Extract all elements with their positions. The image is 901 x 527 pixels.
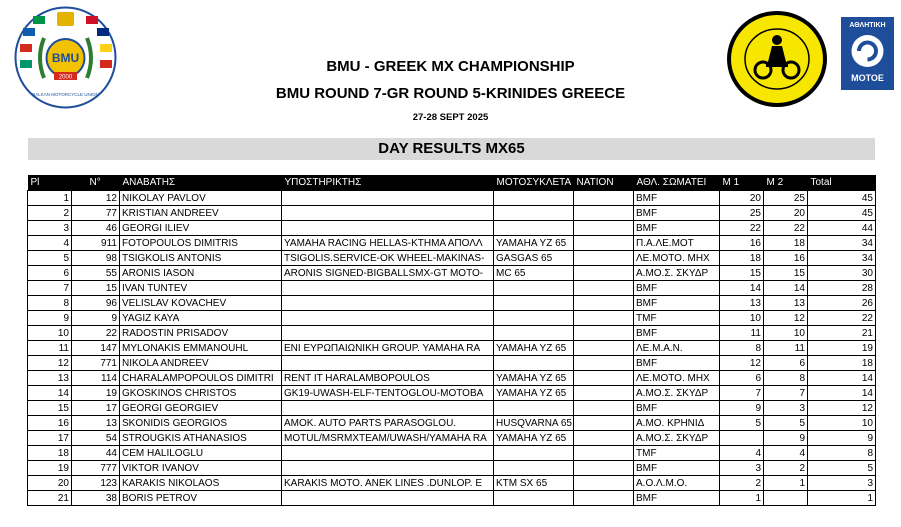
number-cell: 98 (72, 251, 120, 266)
total-points-cell: 34 (808, 236, 876, 251)
col-header-total: Total (808, 175, 876, 191)
club-cell: BMF (634, 296, 720, 311)
motorcycle-cell (494, 296, 574, 311)
total-points-cell: 45 (808, 206, 876, 221)
table-row (28, 326, 876, 341)
moto2-points-cell: 7 (764, 386, 808, 401)
rider-cell: STROUGKIS ATHANASIOS (120, 431, 282, 446)
sponsor-cell (282, 461, 494, 476)
motorcycle-cell: YAMAHA YZ 65 (494, 341, 574, 356)
moto1-points-cell: 25 (720, 206, 764, 221)
nation-cell (574, 281, 634, 296)
sponsor-cell (282, 206, 494, 221)
nation-cell (574, 431, 634, 446)
place-cell: 10 (28, 326, 72, 341)
rider-cell: GEORGI GEORGIEV (120, 401, 282, 416)
place-cell: 11 (28, 341, 72, 356)
table-row (28, 401, 876, 416)
number-cell: 771 (72, 356, 120, 371)
club-cell: Α.ΜΟ.Σ. ΣΚΥΔΡ (634, 386, 720, 401)
nation-cell (574, 491, 634, 506)
sponsor-cell (282, 311, 494, 326)
col-header-motorcycle: ΜΟΤΟΣΥΚΛΕΤΑ (494, 175, 574, 191)
table-row (28, 236, 876, 251)
rider-cell: BORIS PETROV (120, 491, 282, 506)
sponsor-cell: KARAKIS MOTO. ANEK LINES .DUNLOP. E (282, 476, 494, 491)
total-points-cell: 12 (808, 401, 876, 416)
sponsor-cell: AMOK. AUTO PARTS PARASOGLOU. (282, 416, 494, 431)
rider-cell: GKOSKINOS CHRISTOS (120, 386, 282, 401)
number-cell: 19 (72, 386, 120, 401)
place-cell: 5 (28, 251, 72, 266)
table-row (28, 356, 876, 371)
sponsor-cell (282, 491, 494, 506)
motoe-logo-top-text: ΑΘΛΗΤΙΚΗ (849, 22, 886, 29)
moto2-points-cell: 6 (764, 356, 808, 371)
number-cell: 54 (72, 431, 120, 446)
nation-cell (574, 311, 634, 326)
sponsor-cell (282, 281, 494, 296)
moto1-points-cell: 7 (720, 386, 764, 401)
table-row (28, 251, 876, 266)
motorcycle-cell (494, 491, 574, 506)
table-row (28, 311, 876, 326)
table-row (28, 281, 876, 296)
nation-cell (574, 191, 634, 206)
number-cell: 55 (72, 266, 120, 281)
club-cell: BMF (634, 491, 720, 506)
motorcycle-cell (494, 401, 574, 416)
moto2-points-cell (764, 491, 808, 506)
col-header-nation: NATION (574, 175, 634, 191)
sponsor-cell: GK19-UWASH-ELF-TENTOGLOU-MOTOBA (282, 386, 494, 401)
page-subtitle-round: BMU ROUND 7-GR ROUND 5-KRINIDES GREECE (275, 85, 626, 102)
moto2-points-cell: 1 (764, 476, 808, 491)
club-cell: Α.Ο.Λ.Μ.Ο. (634, 476, 720, 491)
place-cell: 17 (28, 431, 72, 446)
place-cell: 18 (28, 446, 72, 461)
total-points-cell: 14 (808, 386, 876, 401)
total-points-cell: 30 (808, 266, 876, 281)
table-row (28, 191, 876, 206)
moto2-points-cell: 11 (764, 341, 808, 356)
col-header-moto2: M 2 (764, 175, 808, 191)
number-cell: 22 (72, 326, 120, 341)
motorcycle-cell: MC 65 (494, 266, 574, 281)
number-cell: 114 (72, 371, 120, 386)
table-row (28, 491, 876, 506)
rider-cell: KARAKIS NIKOLAOS (120, 476, 282, 491)
table-row (28, 266, 876, 281)
rider-cell: SKONIDIS GEORGIOS (120, 416, 282, 431)
rider-cell: NIKOLA ANDREEV (120, 356, 282, 371)
nation-cell (574, 206, 634, 221)
moto2-points-cell: 14 (764, 281, 808, 296)
club-cell: ΛΕ.ΜΟΤΟ. ΜΗΧ (634, 371, 720, 386)
results-table (27, 175, 876, 506)
moto2-points-cell: 13 (764, 296, 808, 311)
rider-cell: NIKOLAY PAVLOV (120, 191, 282, 206)
sponsor-cell (282, 296, 494, 311)
place-cell: 15 (28, 401, 72, 416)
motorcycle-cell (494, 281, 574, 296)
number-cell: 17 (72, 401, 120, 416)
nation-cell (574, 326, 634, 341)
club-cell: BMF (634, 356, 720, 371)
club-cell: Α.ΜΟ.Σ. ΣΚΥΔΡ (634, 266, 720, 281)
moto2-points-cell: 25 (764, 191, 808, 206)
moto2-points-cell: 18 (764, 236, 808, 251)
moto1-points-cell: 15 (720, 266, 764, 281)
moto2-points-cell: 15 (764, 266, 808, 281)
nation-cell (574, 356, 634, 371)
total-points-cell: 26 (808, 296, 876, 311)
table-row (28, 476, 876, 491)
place-cell: 12 (28, 356, 72, 371)
table-row (28, 341, 876, 356)
moto1-points-cell: 13 (720, 296, 764, 311)
motorcycle-cell (494, 326, 574, 341)
nation-cell (574, 416, 634, 431)
logo-text-bmu: BMU (51, 51, 80, 65)
place-cell: 14 (28, 386, 72, 401)
rider-cell: ARONIS IASON (120, 266, 282, 281)
total-points-cell: 44 (808, 221, 876, 236)
nation-cell (574, 476, 634, 491)
place-cell: 20 (28, 476, 72, 491)
motorcycle-cell (494, 191, 574, 206)
nation-cell (574, 266, 634, 281)
number-cell: 46 (72, 221, 120, 236)
nation-cell (574, 461, 634, 476)
nation-cell (574, 221, 634, 236)
moto1-points-cell: 16 (720, 236, 764, 251)
motoe-logo-bottom-text: ΜΟΤΟΕ (851, 73, 884, 83)
col-header-number: N° (72, 175, 120, 191)
nation-cell (574, 386, 634, 401)
table-row (28, 431, 876, 446)
table-row (28, 446, 876, 461)
club-cell: BMF (634, 191, 720, 206)
total-points-cell: 8 (808, 446, 876, 461)
club-cell: BMF (634, 326, 720, 341)
rider-cell: FOTOPOULOS DIMITRIS (120, 236, 282, 251)
moto1-points-cell: 6 (720, 371, 764, 386)
nation-cell (574, 296, 634, 311)
logo-text-union: BALKAN MOTORCYCLE UNION (32, 92, 99, 97)
rider-cell: VELISLAV KOVACHEV (120, 296, 282, 311)
rider-cell: IVAN TUNTEV (120, 281, 282, 296)
club-cell: TMF (634, 446, 720, 461)
total-points-cell: 19 (808, 341, 876, 356)
moto1-points-cell (720, 431, 764, 446)
number-cell: 44 (72, 446, 120, 461)
number-cell: 147 (72, 341, 120, 356)
club-cell: BMF (634, 461, 720, 476)
motorcycle-cell: YAMAHA YZ 65 (494, 431, 574, 446)
moto2-points-cell: 5 (764, 416, 808, 431)
total-points-cell: 28 (808, 281, 876, 296)
motorcycle-cell (494, 206, 574, 221)
number-cell: 38 (72, 491, 120, 506)
total-points-cell: 34 (808, 251, 876, 266)
number-cell: 12 (72, 191, 120, 206)
club-cell: BMF (634, 221, 720, 236)
place-cell: 6 (28, 266, 72, 281)
col-header-sponsor: ΥΠΟΣΤΗΡΙΚΤΗΣ (282, 175, 494, 191)
total-points-cell: 1 (808, 491, 876, 506)
number-cell: 123 (72, 476, 120, 491)
moto1-points-cell: 20 (720, 191, 764, 206)
rider-cell: YAGIZ KAYA (120, 311, 282, 326)
nation-cell (574, 446, 634, 461)
sponsor-cell: ΕΝΙ ΕΥΡΩΠΑΙΩΝΙΚΗ GROUP. YAMAHA RA (282, 341, 494, 356)
sponsor-cell (282, 446, 494, 461)
nation-cell (574, 236, 634, 251)
place-cell: 3 (28, 221, 72, 236)
col-header-moto1: M 1 (720, 175, 764, 191)
club-cell: BMF (634, 206, 720, 221)
event-dates: 27-28 SEPT 2025 (412, 112, 489, 123)
moto2-points-cell: 4 (764, 446, 808, 461)
motorcycle-cell: HUSQVARNA 65 (494, 416, 574, 431)
sponsor-cell (282, 191, 494, 206)
motoe-logo (841, 17, 894, 90)
moto1-points-cell: 5 (720, 416, 764, 431)
table-row (28, 206, 876, 221)
moto2-points-cell: 9 (764, 431, 808, 446)
moto1-points-cell: 14 (720, 281, 764, 296)
moto2-points-cell: 3 (764, 401, 808, 416)
total-points-cell: 9 (808, 431, 876, 446)
table-header-row (28, 175, 876, 191)
rider-cell: VIKTOR IVANOV (120, 461, 282, 476)
sponsor-cell: ARONIS SIGNED-BIGBALLSMX-GT MOTO- (282, 266, 494, 281)
moto1-points-cell: 9 (720, 401, 764, 416)
moto2-points-cell: 16 (764, 251, 808, 266)
total-points-cell: 14 (808, 371, 876, 386)
total-points-cell: 22 (808, 311, 876, 326)
number-cell: 777 (72, 461, 120, 476)
table-row (28, 416, 876, 431)
trophy-icon (57, 12, 74, 26)
moto2-points-cell: 8 (764, 371, 808, 386)
club-cell: ΛΕ.ΜΟΤΟ. ΜΗΧ (634, 251, 720, 266)
number-cell: 911 (72, 236, 120, 251)
table-row (28, 296, 876, 311)
club-cell: Π.Α.ΛΕ.ΜΟΤ (634, 236, 720, 251)
place-cell: 19 (28, 461, 72, 476)
sponsor-cell: TSIGOLIS.SERVICE-OK WHEEL-MAKINAS- (282, 251, 494, 266)
results-heading: DAY RESULTS MX65 (28, 138, 875, 160)
moto1-points-cell: 2 (720, 476, 764, 491)
sponsor-cell: MOTUL/MSRMXTEAM/UWASH/YAMAHA RA (282, 431, 494, 446)
club-cell: ΛΕ.Μ.Α.Ν. (634, 341, 720, 356)
motorcycle-cell (494, 446, 574, 461)
moto1-points-cell: 1 (720, 491, 764, 506)
number-cell: 77 (72, 206, 120, 221)
col-header-place: Pl (28, 175, 72, 191)
place-cell: 21 (28, 491, 72, 506)
moto1-points-cell: 3 (720, 461, 764, 476)
total-points-cell: 3 (808, 476, 876, 491)
place-cell: 9 (28, 311, 72, 326)
number-cell: 13 (72, 416, 120, 431)
nation-cell (574, 341, 634, 356)
motorcycle-cell (494, 356, 574, 371)
sponsor-cell: RENT IT HARALAMBOPOULOS (282, 371, 494, 386)
place-cell: 2 (28, 206, 72, 221)
sponsor-cell (282, 326, 494, 341)
club-cell: Α.ΜΟ. ΚΡΗΝΙΔ (634, 416, 720, 431)
sponsor-cell (282, 356, 494, 371)
moto1-points-cell: 18 (720, 251, 764, 266)
motorcycle-cell: KTM SX 65 (494, 476, 574, 491)
moto2-points-cell: 2 (764, 461, 808, 476)
nation-cell (574, 371, 634, 386)
total-points-cell: 10 (808, 416, 876, 431)
moto2-points-cell: 12 (764, 311, 808, 326)
rider-cell: TSIGKOLIS ANTONIS (120, 251, 282, 266)
nation-cell (574, 401, 634, 416)
moto1-points-cell: 22 (720, 221, 764, 236)
rider-cell: MYLONAKIS EMMANOUHL (120, 341, 282, 356)
number-cell: 96 (72, 296, 120, 311)
rider-cell: CHARALAMPOPOULOS DIMITRI (120, 371, 282, 386)
total-points-cell: 18 (808, 356, 876, 371)
moto1-points-cell: 4 (720, 446, 764, 461)
moto1-points-cell: 12 (720, 356, 764, 371)
moto2-points-cell: 10 (764, 326, 808, 341)
nation-cell (574, 251, 634, 266)
moto2-points-cell: 22 (764, 221, 808, 236)
col-header-club: ΑΘΛ. ΣΩΜΑΤΕΙ (634, 175, 720, 191)
place-cell: 8 (28, 296, 72, 311)
motorcycle-cell (494, 221, 574, 236)
number-cell: 9 (72, 311, 120, 326)
col-header-rider: ΑΝΑΒΑΤΗΣ (120, 175, 282, 191)
rider-cell: KRISTIAN ANDREEV (120, 206, 282, 221)
motorcycle-cell: YAMAHA YZ 65 (494, 236, 574, 251)
sponsor-cell (282, 401, 494, 416)
motorcycle-cell: GASGAS 65 (494, 251, 574, 266)
place-cell: 16 (28, 416, 72, 431)
sponsor-cell (282, 221, 494, 236)
table-row (28, 221, 876, 236)
page-title: BMU - GREEK MX CHAMPIONSHIP (326, 58, 575, 75)
moto1-points-cell: 10 (720, 311, 764, 326)
table-row (28, 461, 876, 476)
motorcycle-cell (494, 311, 574, 326)
motorcycle-cell (494, 461, 574, 476)
club-cell: Α.ΜΟ.Σ. ΣΚΥΔΡ (634, 431, 720, 446)
logo-text-year: 2000 (58, 74, 73, 81)
results-table-body (28, 191, 876, 506)
place-cell: 4 (28, 236, 72, 251)
total-points-cell: 5 (808, 461, 876, 476)
sponsor-cell: YAMAHA RACING HELLAS-ΚΤΗΜΑ ΑΠΟΛΛ (282, 236, 494, 251)
rider-cell: CEM HALILOGLU (120, 446, 282, 461)
total-points-cell: 21 (808, 326, 876, 341)
table-row (28, 371, 876, 386)
rider-cell: RADOSTIN PRISADOV (120, 326, 282, 341)
table-row (28, 386, 876, 401)
moto1-points-cell: 8 (720, 341, 764, 356)
moto1-points-cell: 11 (720, 326, 764, 341)
motorcycle-cell: YAMAHA YZ 65 (494, 371, 574, 386)
place-cell: 13 (28, 371, 72, 386)
number-cell: 15 (72, 281, 120, 296)
place-cell: 7 (28, 281, 72, 296)
club-cell: TMF (634, 311, 720, 326)
rider-cell: GEORGI ILIEV (120, 221, 282, 236)
club-cell: BMF (634, 401, 720, 416)
club-cell: BMF (634, 281, 720, 296)
place-cell: 1 (28, 191, 72, 206)
total-points-cell: 45 (808, 191, 876, 206)
moto2-points-cell: 20 (764, 206, 808, 221)
motorcycle-cell: YAMAHA YZ 65 (494, 386, 574, 401)
